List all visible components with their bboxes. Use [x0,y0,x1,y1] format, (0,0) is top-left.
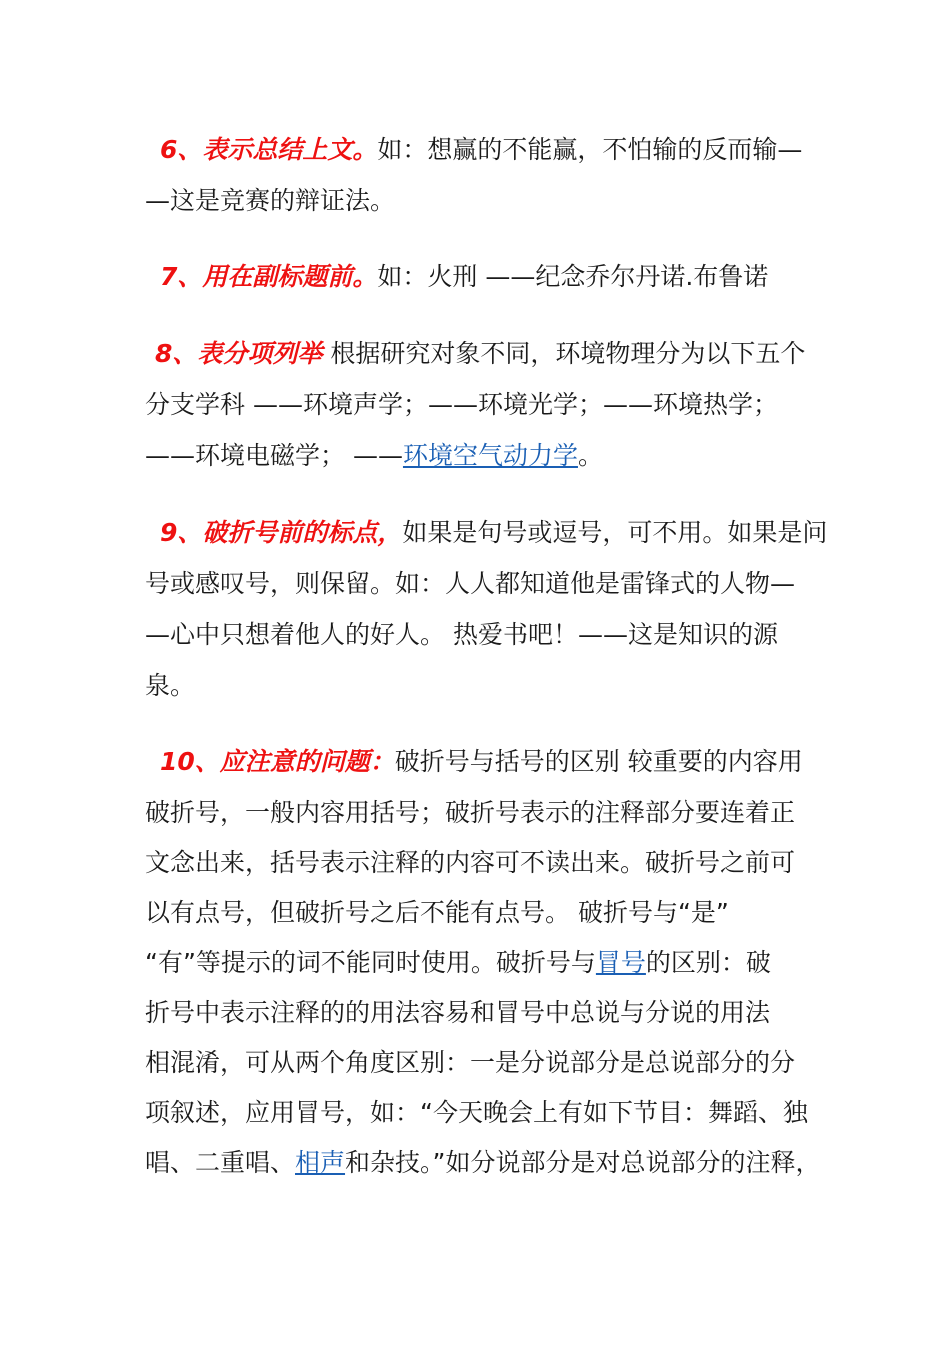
section-10-line-6: 折号中表示注释的的用法容易和冒号中总说与分说的用法 [145,998,771,1027]
section-10-line-3: 文念出来，括号表示注释的内容可不读出来。破折号之前可 [145,848,796,877]
section-10-line-9-pre: 唱、二重唱、 [145,1148,296,1177]
section-10-line-8: 项叙述，应用冒号，如：“今天晚会上有如下节目：舞蹈、独 [145,1098,808,1127]
section-10-line-4: 以有点号，但破折号之后不能有点号。 破折号与“是” [145,898,729,927]
section-10-line-9-post: 和杂技。”如分说部分是对总说部分的注释， [345,1148,821,1177]
section-10-line-9 [145,1146,825,1180]
section-8-text: 根据研究对象不同，环境物理分为以下五个 [330,339,806,368]
section-9-line-2: 号或感叹号，则保留。如：人人都知道他是雷锋式的人物— [145,569,796,598]
link-environment-aerodynamics[interactable]: 环境空气动力学 [402,441,578,470]
section-10-line-2: 破折号，一般内容用括号；破折号表示的注释部分要连着正 [145,798,796,827]
section-6-line-2: —这是竞赛的辩证法。 [145,186,396,215]
section-9-heading: 9、破折号前的标点， [160,518,403,547]
section-10-line-7: 相混淆，可从两个角度区别：一是分说部分是总说部分的分 [145,1048,796,1077]
section-9-line-4: 泉。 [145,671,196,700]
section-7-heading: 7、用在副标题前。 [160,262,378,291]
section-9-text: 如果是句号或逗号，可不用。如果是问 [402,518,828,547]
section-6-line-1 [160,133,840,167]
section-10-line-5-pre: “有”等提示的词不能同时使用。破折号与 [145,948,596,977]
link-crosstalk[interactable]: 相声 [295,1148,346,1177]
section-9-line-3: —心中只想着他人的好人。 热爱书吧！——这是知识的源 [145,620,778,649]
section-6-text: 如：想赢的不能赢，不怕输的反而输— [377,135,803,164]
section-10-line-5 [145,946,825,980]
section-8-heading: 8、表分项列举 [155,339,323,368]
section-10-text: 破折号与括号的区别 较重要的内容用 [394,747,803,776]
section-10-heading: 10、应注意的问题： [160,747,395,776]
section-8-line-3 [145,439,825,473]
section-10-line-5-post: 的区别：破 [645,948,771,977]
section-7-text: 如：火刑 ——纪念乔尔丹诺.布鲁诺 [377,262,769,291]
section-10-line-1 [160,745,840,779]
section-8-line-2: 分支学科 ——环境声学；——环境光学；——环境热学； [145,390,778,419]
section-8-line-3-post: 。 [577,441,603,470]
section-7-line-1 [160,260,840,294]
section-8-line-3-pre: ——环境电磁学； —— [145,441,403,470]
section-8-line-1 [155,337,835,371]
link-colon[interactable]: 冒号 [595,948,646,977]
section-9-line-1 [160,516,840,550]
section-6-heading: 6、表示总结上文。 [160,135,378,164]
